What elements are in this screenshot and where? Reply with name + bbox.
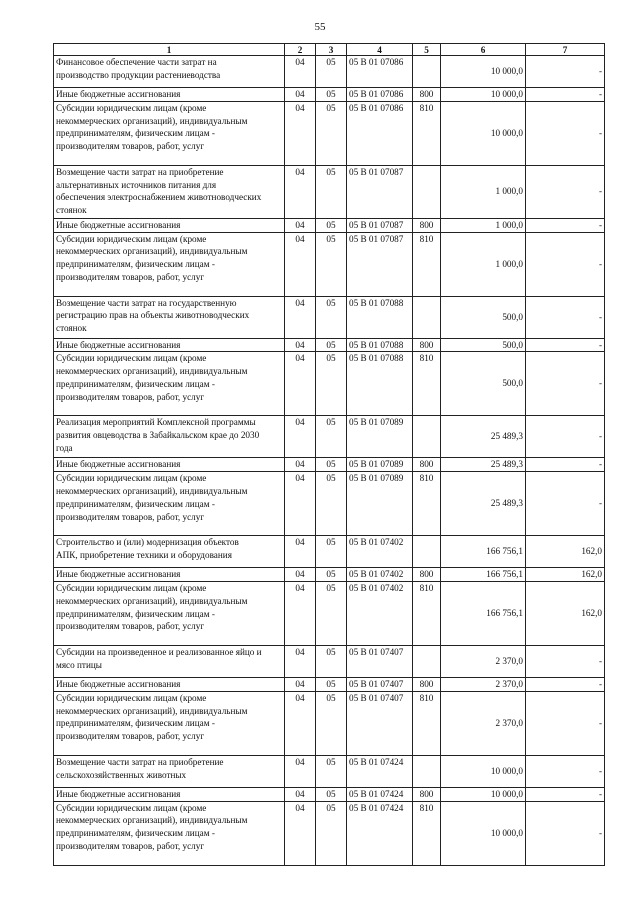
table-row [54, 416, 605, 458]
row-amount-2: - [526, 691, 605, 755]
row-amount-2: - [526, 677, 605, 691]
row-section: 04 [285, 416, 316, 458]
row-name: Иные бюджетные ассигнования [54, 458, 285, 472]
row-target-code: 05 В 01 07424 [347, 801, 413, 865]
row-amount: 166 756,1 [441, 536, 526, 568]
row-amount: 1 000,0 [441, 232, 526, 296]
row-name: Субсидии юридическим лицам (кроме некоммерческих организаций), индивидуальным предпринимателям, физическим лицам - производителям товаров, работ, услуг [54, 581, 285, 645]
header-row [54, 44, 605, 56]
table-row [54, 458, 605, 472]
row-target-code: 05 В 01 07089 [347, 458, 413, 472]
row-name: Возмещение части затрат на приобретение сельскохозяйственных животных [54, 755, 285, 787]
table-row [54, 338, 605, 352]
row-target-code: 05 В 01 07086 [347, 56, 413, 88]
row-target-code: 05 В 01 07407 [347, 677, 413, 691]
table-row [54, 472, 605, 536]
row-amount-2: - [526, 88, 605, 102]
row-expense-type [413, 56, 441, 88]
row-subsection: 05 [316, 472, 347, 536]
row-section: 04 [285, 88, 316, 102]
row-section: 04 [285, 801, 316, 865]
row-amount-2: - [526, 801, 605, 865]
row-subsection: 05 [316, 218, 347, 232]
row-section: 04 [285, 645, 316, 677]
row-expense-type: 810 [413, 801, 441, 865]
row-amount-2: - [526, 165, 605, 218]
table-row [54, 232, 605, 296]
row-expense-type [413, 296, 441, 338]
table-row [54, 755, 605, 787]
row-expense-type [413, 645, 441, 677]
row-amount: 166 756,1 [441, 568, 526, 582]
row-amount: 2 370,0 [441, 691, 526, 755]
row-amount-2: 162,0 [526, 581, 605, 645]
row-amount: 500,0 [441, 338, 526, 352]
row-expense-type [413, 536, 441, 568]
row-name: Субсидии юридическим лицам (кроме некоммерческих организаций), индивидуальным предпринимателям, физическим лицам - производителям товаров, работ, услуг [54, 691, 285, 755]
row-name: Иные бюджетные ассигнования [54, 787, 285, 801]
table-row [54, 165, 605, 218]
row-amount-2: - [526, 338, 605, 352]
column-header: 7 [526, 44, 605, 56]
page-number: 55 [314, 21, 326, 33]
row-amount-2: 162,0 [526, 536, 605, 568]
row-target-code: 05 В 01 07402 [347, 568, 413, 582]
row-subsection: 05 [316, 677, 347, 691]
row-amount: 10 000,0 [441, 101, 526, 165]
row-section: 04 [285, 677, 316, 691]
row-target-code: 05 В 01 07088 [347, 296, 413, 338]
row-amount: 10 000,0 [441, 787, 526, 801]
row-section: 04 [285, 338, 316, 352]
row-section: 04 [285, 536, 316, 568]
row-amount: 10 000,0 [441, 56, 526, 88]
column-header: 4 [347, 44, 413, 56]
row-subsection: 05 [316, 88, 347, 102]
table-row [54, 88, 605, 102]
row-expense-type [413, 755, 441, 787]
row-expense-type: 810 [413, 472, 441, 536]
table-row [54, 645, 605, 677]
row-subsection: 05 [316, 787, 347, 801]
row-expense-type: 800 [413, 458, 441, 472]
row-expense-type: 810 [413, 691, 441, 755]
row-amount-2: - [526, 218, 605, 232]
row-expense-type: 810 [413, 581, 441, 645]
row-subsection: 05 [316, 568, 347, 582]
row-target-code: 05 В 01 07089 [347, 472, 413, 536]
row-name: Возмещение части затрат на государственную регистрацию прав на объекты животноводческих стоянок [54, 296, 285, 338]
row-subsection: 05 [316, 458, 347, 472]
row-expense-type: 810 [413, 101, 441, 165]
row-subsection: 05 [316, 691, 347, 755]
row-amount: 500,0 [441, 352, 526, 416]
table-row [54, 581, 605, 645]
column-header: 2 [285, 44, 316, 56]
table-row [54, 352, 605, 416]
row-subsection: 05 [316, 645, 347, 677]
column-header: 1 [54, 44, 285, 56]
row-name: Субсидии юридическим лицам (кроме некоммерческих организаций), индивидуальным предпринимателям, физическим лицам - производителям товаров, работ, услуг [54, 472, 285, 536]
row-section: 04 [285, 581, 316, 645]
row-section: 04 [285, 568, 316, 582]
row-section: 04 [285, 56, 316, 88]
row-name: Субсидии юридическим лицам (кроме некоммерческих организаций), индивидуальным предпринимателям, физическим лицам - производителям товаров, работ, услуг [54, 101, 285, 165]
row-amount-2: - [526, 232, 605, 296]
row-amount: 2 370,0 [441, 677, 526, 691]
row-name: Субсидии юридическим лицам (кроме некоммерческих организаций), индивидуальным предпринимателям, физическим лицам - производителям товаров, работ, услуг [54, 801, 285, 865]
column-header: 5 [413, 44, 441, 56]
row-target-code: 05 В 01 07089 [347, 416, 413, 458]
row-subsection: 05 [316, 536, 347, 568]
row-amount: 25 489,3 [441, 472, 526, 536]
row-amount-2: 162,0 [526, 568, 605, 582]
row-expense-type: 800 [413, 787, 441, 801]
row-expense-type [413, 165, 441, 218]
row-section: 04 [285, 458, 316, 472]
row-name: Иные бюджетные ассигнования [54, 568, 285, 582]
row-subsection: 05 [316, 755, 347, 787]
row-expense-type: 800 [413, 677, 441, 691]
row-expense-type [413, 416, 441, 458]
row-name: Субсидии на произведенное и реализованное яйцо и мясо птицы [54, 645, 285, 677]
row-section: 04 [285, 232, 316, 296]
row-amount: 166 756,1 [441, 581, 526, 645]
row-expense-type: 810 [413, 352, 441, 416]
row-expense-type: 800 [413, 218, 441, 232]
row-target-code: 05 В 01 07088 [347, 352, 413, 416]
row-name: Иные бюджетные ассигнования [54, 88, 285, 102]
row-target-code: 05 В 01 07402 [347, 536, 413, 568]
row-target-code: 05 В 01 07086 [347, 101, 413, 165]
row-subsection: 05 [316, 801, 347, 865]
row-amount-2: - [526, 472, 605, 536]
row-section: 04 [285, 472, 316, 536]
row-target-code: 05 В 01 07087 [347, 165, 413, 218]
row-subsection: 05 [316, 581, 347, 645]
table-row [54, 101, 605, 165]
row-subsection: 05 [316, 416, 347, 458]
row-subsection: 05 [316, 352, 347, 416]
row-section: 04 [285, 296, 316, 338]
row-target-code: 05 В 01 07087 [347, 232, 413, 296]
row-amount-2: - [526, 416, 605, 458]
row-section: 04 [285, 165, 316, 218]
row-amount: 25 489,3 [441, 458, 526, 472]
row-target-code: 05 В 01 07088 [347, 338, 413, 352]
row-expense-type: 810 [413, 232, 441, 296]
row-amount-2: - [526, 352, 605, 416]
row-subsection: 05 [316, 232, 347, 296]
row-target-code: 05 В 01 07402 [347, 581, 413, 645]
row-amount-2: - [526, 56, 605, 88]
table-row [54, 56, 605, 88]
row-expense-type: 800 [413, 338, 441, 352]
row-amount: 1 000,0 [441, 165, 526, 218]
row-section: 04 [285, 787, 316, 801]
row-section: 04 [285, 755, 316, 787]
row-target-code: 05 В 01 07424 [347, 787, 413, 801]
row-section: 04 [285, 691, 316, 755]
row-section: 04 [285, 218, 316, 232]
table-row [54, 568, 605, 582]
row-name: Иные бюджетные ассигнования [54, 677, 285, 691]
row-subsection: 05 [316, 338, 347, 352]
row-target-code: 05 В 01 07407 [347, 691, 413, 755]
row-amount: 500,0 [441, 296, 526, 338]
row-amount-2: - [526, 458, 605, 472]
row-subsection: 05 [316, 56, 347, 88]
row-subsection: 05 [316, 165, 347, 218]
table-row [54, 787, 605, 801]
row-amount: 10 000,0 [441, 88, 526, 102]
table-row [54, 218, 605, 232]
row-amount: 2 370,0 [441, 645, 526, 677]
row-amount-2: - [526, 101, 605, 165]
row-amount: 1 000,0 [441, 218, 526, 232]
row-amount: 10 000,0 [441, 755, 526, 787]
row-section: 04 [285, 352, 316, 416]
row-amount-2: - [526, 296, 605, 338]
table-row [54, 691, 605, 755]
column-header: 3 [316, 44, 347, 56]
row-amount: 10 000,0 [441, 801, 526, 865]
row-amount-2: - [526, 755, 605, 787]
row-name: Субсидии юридическим лицам (кроме некоммерческих организаций), индивидуальным предпринимателям, физическим лицам - производителям товаров, работ, услуг [54, 232, 285, 296]
table-row [54, 296, 605, 338]
row-amount: 25 489,3 [441, 416, 526, 458]
column-header: 6 [441, 44, 526, 56]
budget-table [53, 43, 605, 866]
table-row [54, 677, 605, 691]
row-expense-type: 800 [413, 568, 441, 582]
row-target-code: 05 В 01 07424 [347, 755, 413, 787]
row-subsection: 05 [316, 101, 347, 165]
table-row [54, 536, 605, 568]
row-name: Финансовое обеспечение части затрат на производство продукции растениеводства [54, 56, 285, 88]
row-name: Реализация мероприятий Комплексной программы развития овцеводства в Забайкальском крае до 2030 года [54, 416, 285, 458]
row-section: 04 [285, 101, 316, 165]
row-amount-2: - [526, 645, 605, 677]
row-name: Иные бюджетные ассигнования [54, 218, 285, 232]
row-subsection: 05 [316, 296, 347, 338]
row-target-code: 05 В 01 07087 [347, 218, 413, 232]
row-name: Субсидии юридическим лицам (кроме некоммерческих организаций), индивидуальным предпринимателям, физическим лицам - производителям товаров, работ, услуг [54, 352, 285, 416]
row-target-code: 05 В 01 07086 [347, 88, 413, 102]
table-row [54, 801, 605, 865]
row-expense-type: 800 [413, 88, 441, 102]
row-target-code: 05 В 01 07407 [347, 645, 413, 677]
row-name: Строительство и (или) модернизация объектов АПК, приобретение техники и оборудования [54, 536, 285, 568]
row-amount-2: - [526, 787, 605, 801]
row-name: Иные бюджетные ассигнования [54, 338, 285, 352]
row-name: Возмещение части затрат на приобретение альтернативных источников питания для обеспечения электроснабжением животноводческих стоянок [54, 165, 285, 218]
